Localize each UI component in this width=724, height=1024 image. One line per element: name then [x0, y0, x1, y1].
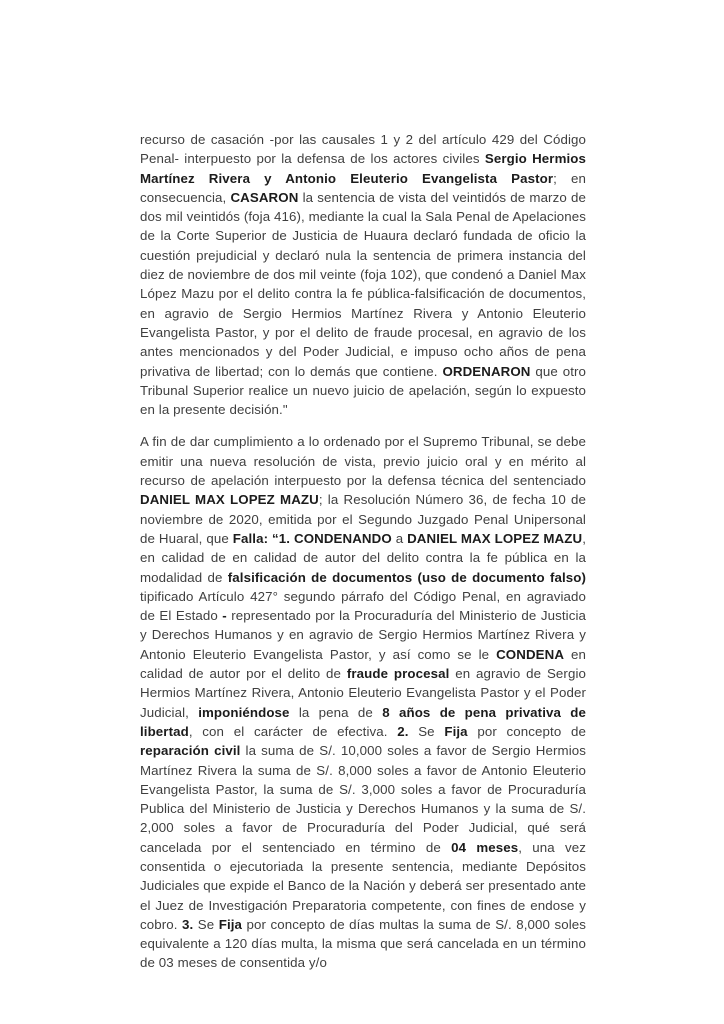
text-run: que otro Tribunal Superior realice un nuevo juicio de apelación, según lo expuesto en la presente decisión." — [140, 363, 587, 418]
text-run: ; la Resolución Número 36, de fecha 10 de noviembre de 2020, emitida por el Segundo Juzgado Penal Unipersonal de Huaral, que — [140, 492, 586, 546]
text-run: por concepto de días multas la suma de S/. 8,000 soles equivalente a 120 días multa, la misma que será cancelada en un término de 03 meses de consentida y/o — [140, 916, 586, 971]
text-run: , con el carácter de efectiva. — [188, 723, 398, 739]
text-run: representado por la Procuraduría del Ministerio de Justicia y Derechos Humanos y en agravio de Sergio Hermios Martínez Rivera y Antonio Eleuterio Evangelista Pastor, y así como se le — [140, 608, 586, 662]
bold-text-run: falsificación de documentos (uso de documento falso) — [227, 569, 587, 585]
text-run: tipificado Artículo 427° segundo párrafo del Código Penal, en agraviado de El Estado — [140, 588, 586, 624]
text-run: a — [391, 530, 408, 546]
bold-text-run: imponiéndose — [198, 704, 290, 720]
text-run: , una vez consentida o ejecutoriada la presente sentencia, mediante Depósitos Judiciales que expide el Banco de la Nación y deberá ser presentado ante el Juez de Investigación Preparatoria competente, con fines de endose y cobro. — [140, 839, 586, 932]
text-run: Se — [408, 723, 445, 739]
bold-text-run: 2. — [397, 723, 409, 739]
bold-text-run: CASARON — [230, 189, 299, 205]
bold-text-run: fraude procesal — [346, 666, 450, 682]
bold-text-run: DANIEL MAX LOPEZ MAZU — [140, 492, 319, 508]
bold-text-run: 3. — [182, 916, 194, 932]
bold-text-run: CONDENA — [496, 646, 565, 662]
text-run: en agravio de Sergio Hermios Martínez Rivera, Antonio Eleuterio Evangelista Pastor y el Poder Judicial, — [140, 666, 586, 720]
bold-text-run: Fija — [218, 916, 243, 932]
bold-text-run: reparación civil — [140, 743, 241, 759]
text-run: recurso de casación -por las causales 1 y 2 del artículo 429 del Código Penal- interpuesto por la defensa de los actores civiles — [140, 132, 586, 167]
paragraph — [140, 432, 586, 972]
bold-text-run: - — [222, 608, 227, 624]
text-run: , en calidad de en calidad de autor del delito contra la fe pública en la modalidad de — [140, 530, 586, 585]
bold-text-run: 04 meses — [451, 839, 519, 855]
text-run: en calidad de autor por el delito de — [140, 646, 586, 682]
text-run: la sentencia de vista del veintidós de marzo de dos mil veintidós (foja 416), mediante la cual la Sala Penal de Apelaciones de la Corte Superior de Justicia de Huaura declaró fundada de oficio la cuestión prejudicial y declaró nula la sentencia de primera instancia del diez de noviembre de dos mil veinte (foja 102), que condenó a Daniel Max López Mazu por el delito contra la fe pública-falsificación de documentos, en agravio de Sergio Hermios Martínez Rivera y Antonio Eleuterio Evangelista Pastor, y por el delito de fraude procesal, en agravio de los antes mencionados y del Poder Judicial, e impuso ocho años de pena privativa de libertad; con lo demás que contiene. — [140, 189, 586, 379]
bold-text-run: 8 años de pena privativa de libertad — [140, 704, 586, 739]
text-run: A fin de dar cumplimiento a lo ordenado por el Supremo Tribunal, se debe emitir una nueva resolución de vista, previo juicio oral y en mérito al recurso de apelación interpuesto por la defensa técnica del sentenciado — [140, 434, 586, 489]
paragraph — [140, 130, 586, 419]
bold-text-run: DANIEL MAX LOPEZ MAZU — [407, 530, 583, 546]
bold-text-run: ORDENARON — [442, 363, 531, 379]
text-run: la pena de — [289, 704, 383, 720]
bold-text-run: Sergio Hermios Martínez Rivera y Antonio Eleuterio Evangelista Pastor — [140, 151, 587, 186]
text-run: ; en consecuencia, — [140, 170, 586, 205]
text-run: la suma de S/. 10,000 soles a favor de Sergio Hermios Martínez Rivera la suma de S/. 8,000 soles a favor de Antonio Eleuterio Evangelista Pastor, la suma de S/. 3,000 soles a favor de Procuraduría Publica del Ministerio de Justicia y Derechos Humanos y la suma de S/. 2,000 soles a favor de Procuraduría del Poder Judicial, qué será cancelada por el sentenciado en término de — [140, 743, 586, 855]
bold-text-run: Fija — [444, 723, 468, 739]
document-body — [140, 130, 586, 973]
bold-text-run: Falla: “1. CONDENANDO — [232, 530, 392, 546]
text-run: por concepto de — [467, 723, 586, 739]
text-run: Se — [193, 916, 219, 932]
